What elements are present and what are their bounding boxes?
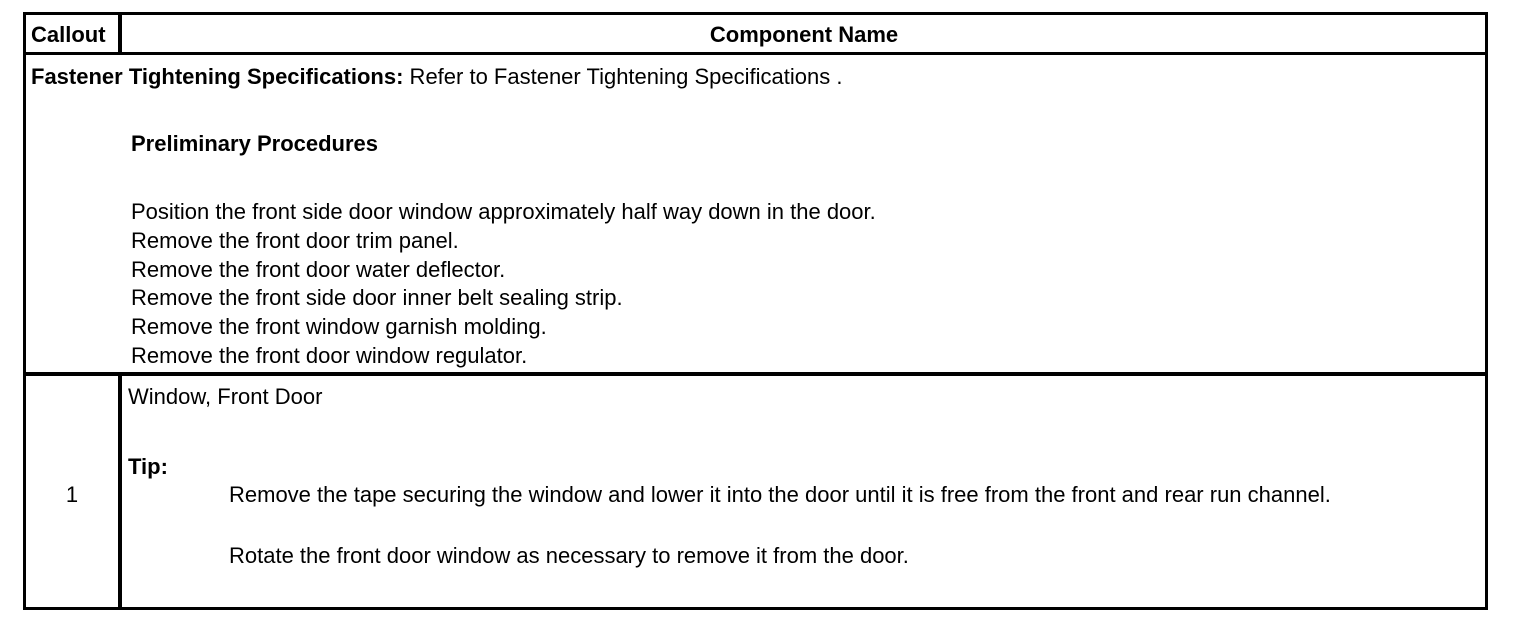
preliminary-step: Remove the front door water deflector. — [131, 256, 506, 282]
preliminary-procedures-heading: Preliminary Procedures — [131, 131, 379, 156]
preliminary-steps-list — [131, 198, 876, 371]
preliminary-step: Remove the front window garnish molding. — [131, 314, 547, 340]
row-divider — [23, 372, 1488, 376]
row-component-name: Window, Front Door — [128, 384, 323, 409]
preliminary-step: Remove the front side door inner belt sealing strip. — [131, 285, 623, 311]
component-name-column-header: Component Name — [709, 22, 899, 47]
preliminary-step: Remove the front door trim panel. — [131, 227, 459, 253]
row-column-divider — [118, 374, 122, 610]
preliminary-step: Position the front side door window approximately half way down in the door. — [131, 199, 876, 224]
header-divider — [23, 52, 1488, 55]
preliminary-step: Remove the front door window regulator. — [131, 342, 528, 368]
row-callout-number: 1 — [65, 482, 79, 507]
tip-text: Remove the tape securing the window and lower it into the door until it is free from the front and rear run channel. — [229, 482, 1331, 507]
fastener-spec-line — [31, 62, 842, 91]
tip-label: Tip: — [128, 454, 168, 479]
callout-column-header: Callout — [31, 22, 106, 47]
tip-text: Rotate the front door window as necessary to remove it from the door. — [229, 543, 909, 568]
fastener-spec-text: Refer to Fastener Tightening Specifications . — [403, 64, 843, 89]
fastener-spec-label: Fastener Tightening Specifications: — [31, 64, 404, 89]
